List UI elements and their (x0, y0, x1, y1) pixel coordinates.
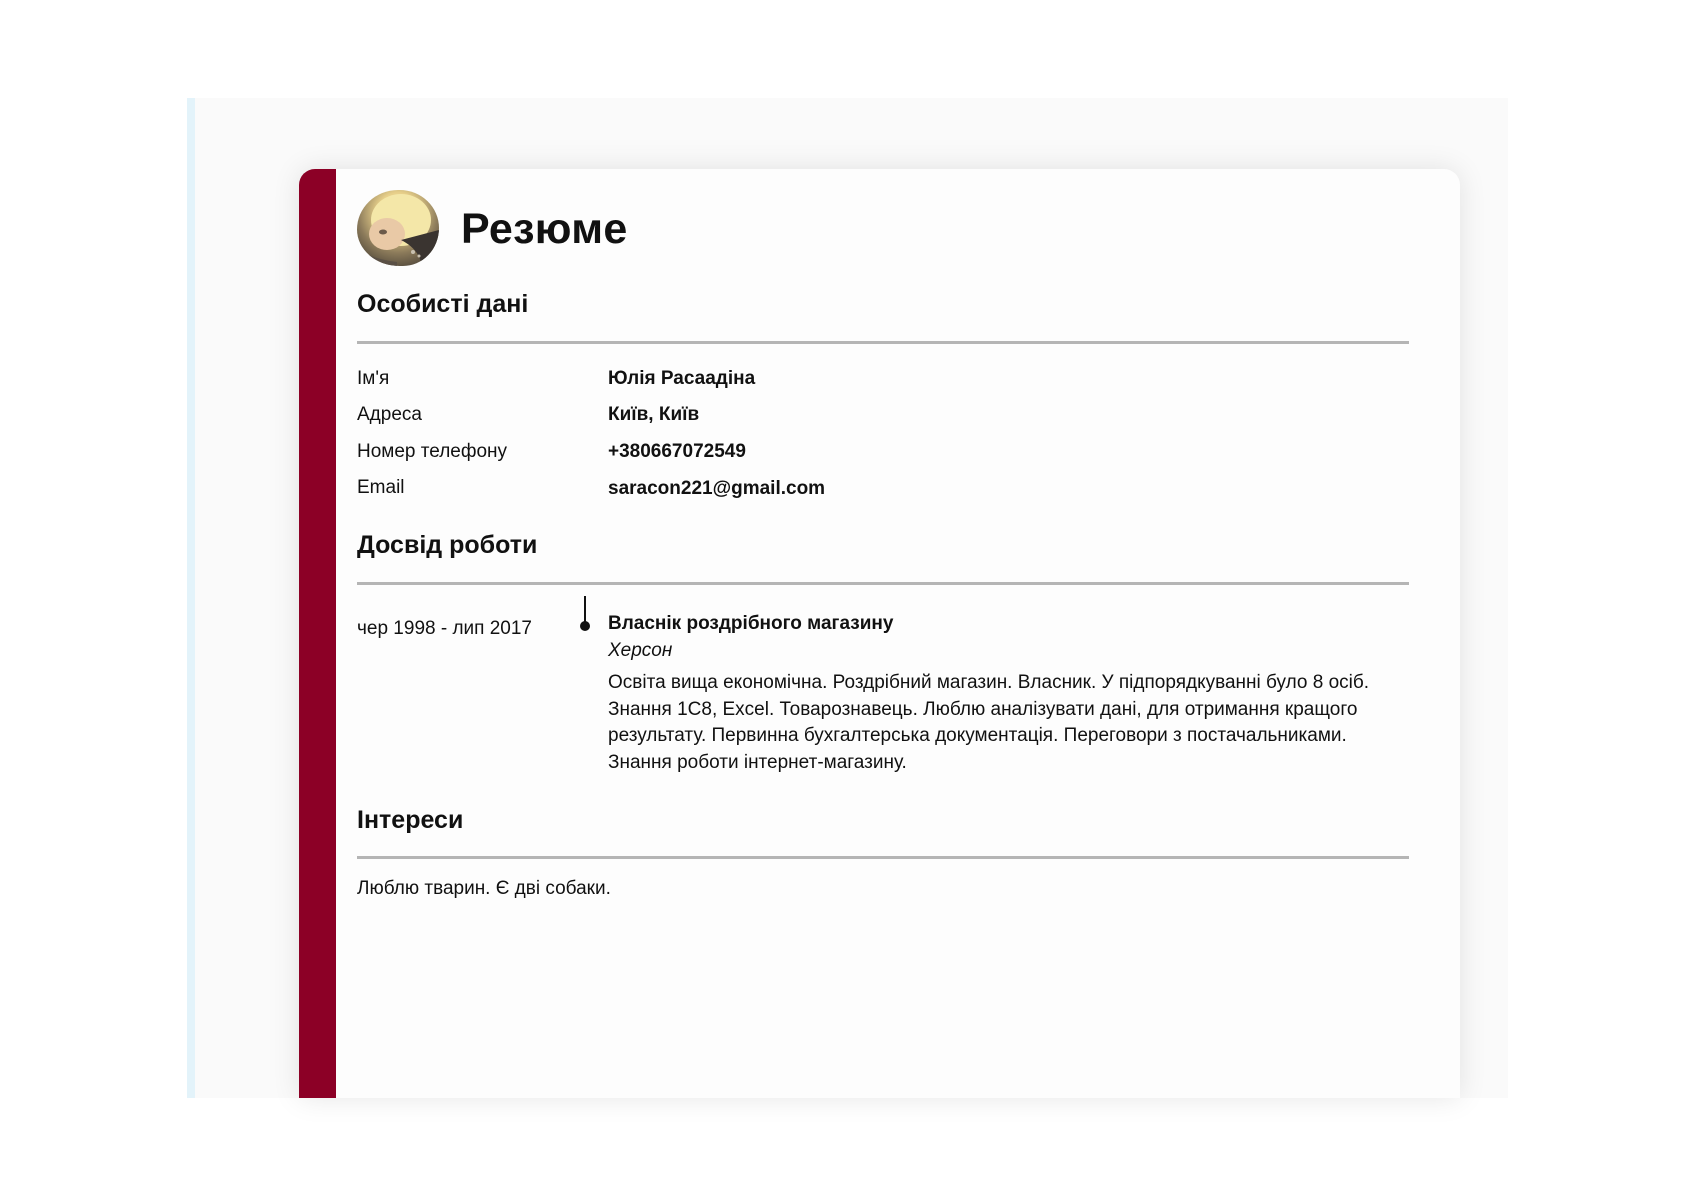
section-divider (357, 582, 1409, 585)
section-divider (357, 341, 1409, 344)
interests-text: Люблю тварин. Є дві собаки. (357, 878, 611, 899)
avatar-photo-icon (357, 190, 439, 266)
experience-city: Херсон (608, 640, 673, 661)
field-value-address: Київ, Київ (608, 404, 700, 425)
experience-dates: чер 1998 - лип 2017 (357, 618, 532, 639)
field-label-phone: Номер телефону (357, 441, 508, 462)
section-divider (357, 856, 1409, 859)
accent-bar (299, 169, 336, 1098)
timeline-dot-icon (580, 621, 590, 631)
avatar (357, 190, 439, 266)
page-title: Резюме (461, 205, 628, 253)
field-label-email: Email (357, 477, 405, 498)
field-value-phone: +380667072549 (608, 441, 746, 462)
field-value-name: Юлія Расаадіна (608, 368, 756, 389)
field-value-email: saracon221@gmail.com (608, 478, 826, 499)
section-title-interests: Інтереси (357, 806, 464, 834)
field-label-address: Адреса (357, 404, 422, 425)
section-title-personal: Особисті дані (357, 290, 529, 318)
experience-description: Освіта вища економічна. Роздрібний магазин. Власник. У підпорядкуванні було 8 осіб. Знання 1С8, Excel. Товарознавець. Люблю аналізувати дані, для отримання кращого результату. Первинна бухгалтерська документація. Переговори з постачальниками. Знання роботи інтернет-магазину. (608, 672, 1370, 773)
section-title-experience: Досвід роботи (357, 531, 538, 559)
field-label-name: Ім'я (357, 368, 390, 389)
experience-position: Власнік роздрібного магазину (608, 613, 894, 634)
